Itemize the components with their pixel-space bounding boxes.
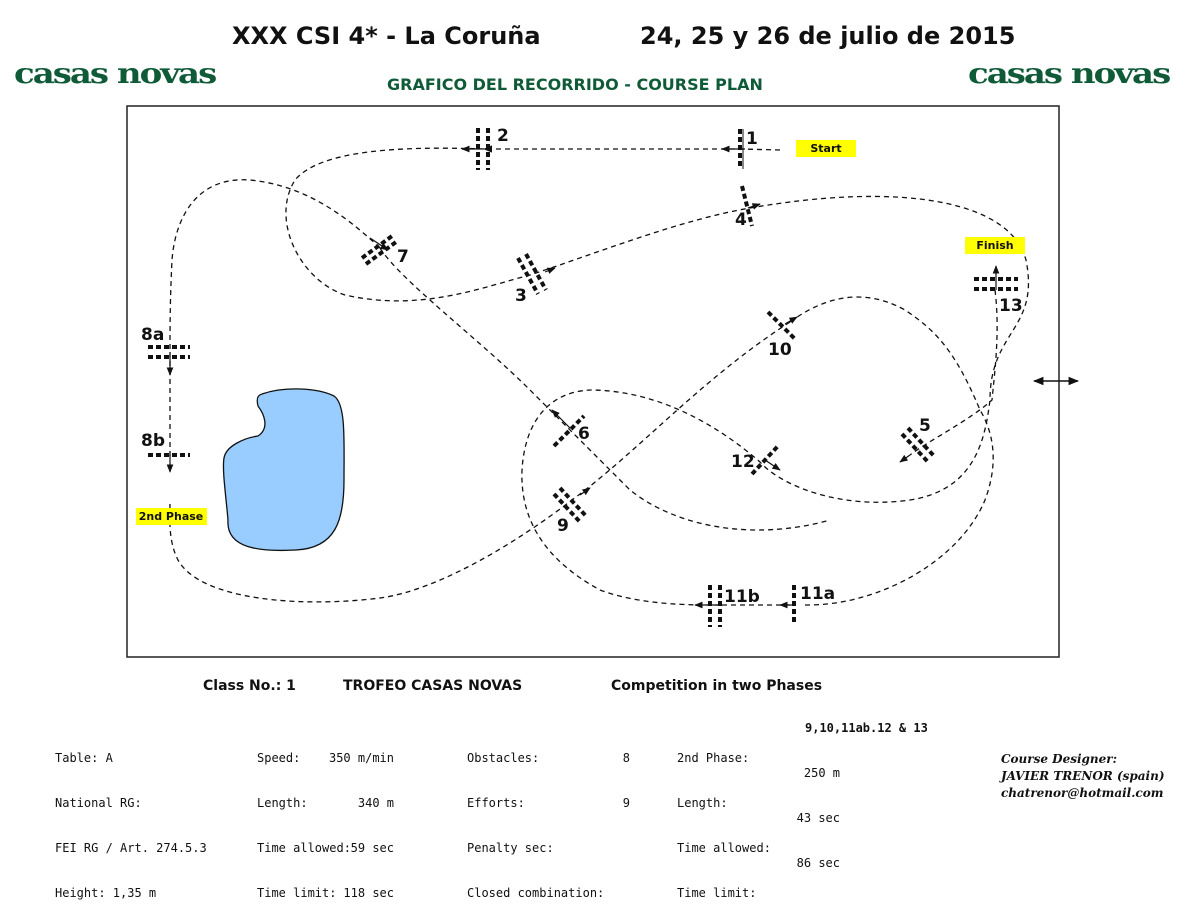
course-designer-block bbox=[1001, 751, 1165, 802]
obstacle-label-6: 6 bbox=[578, 424, 590, 444]
speed-label: Speed: bbox=[257, 751, 301, 765]
obstacles-label: Obstacles: bbox=[467, 751, 540, 765]
finish-marker bbox=[965, 237, 1025, 254]
obstacles-value: 8 bbox=[622, 751, 630, 765]
info-column-obstacles-labels bbox=[467, 721, 604, 916]
fei-rg-article: FEI RG / Art. 274.5.3 bbox=[55, 841, 207, 855]
course-designer-name: JAVIER TRENOR (spain) bbox=[1001, 769, 1165, 783]
obstacle-label-11a: 11a bbox=[800, 584, 836, 604]
length-value: 340 m bbox=[357, 796, 394, 810]
second-phase-time-allowed-label: Time allowed: bbox=[677, 841, 771, 855]
obstacle-label-8b: 8b bbox=[141, 431, 165, 451]
finish-label: Finish bbox=[976, 239, 1014, 252]
second-phase-length-label: Length: bbox=[677, 796, 728, 810]
obstacle-label-13: 13 bbox=[999, 296, 1023, 316]
info-column-table bbox=[55, 721, 207, 916]
info-column-second-phase-labels bbox=[677, 721, 771, 916]
arena-boundary bbox=[127, 106, 1059, 657]
time-limit-value: 118 sec bbox=[343, 886, 394, 900]
second-phase-obstacles-value: 9,10,11ab.12 & 13 bbox=[805, 721, 928, 735]
obstacle-label-10: 10 bbox=[768, 340, 792, 360]
info-column-obstacles-values bbox=[612, 721, 630, 886]
event-dates: 24, 25 y 26 de julio de 2015 bbox=[640, 22, 1016, 50]
obstacle-label-9: 9 bbox=[557, 516, 569, 536]
info-column-second-phase-values bbox=[790, 736, 840, 886]
penalty-sec-label: Penalty sec: bbox=[467, 841, 554, 855]
length-label: Length: bbox=[257, 796, 308, 810]
time-allowed-label: Time allowed: bbox=[257, 841, 351, 855]
obstacle-label-1: 1 bbox=[746, 129, 758, 149]
casas-novas-logo-left: casas novas bbox=[14, 57, 216, 91]
class-number: Class No.: 1 bbox=[203, 678, 296, 694]
efforts-label: Efforts: bbox=[467, 796, 525, 810]
second-phase-time-limit-value: 86 sec bbox=[796, 856, 840, 870]
obstacle-label-8a: 8a bbox=[141, 325, 165, 345]
second-phase-label: 2nd Phase bbox=[138, 510, 204, 523]
start-label: Start bbox=[810, 142, 842, 155]
competition-type: Competition in two Phases bbox=[611, 678, 823, 694]
time-limit-label: Time limit: bbox=[257, 886, 337, 900]
course-plan-subtitle: GRAFICO DEL RECORRIDO - COURSE PLAN bbox=[387, 75, 763, 94]
national-rg: National RG: bbox=[55, 796, 142, 810]
time-allowed-value: 59 sec bbox=[350, 841, 394, 855]
course-designer-email: chatrenor@hotmail.com bbox=[1001, 786, 1164, 800]
obstacle-label-4: 4 bbox=[735, 210, 747, 230]
obstacle-label-7: 7 bbox=[397, 247, 409, 267]
start-marker bbox=[796, 140, 856, 157]
obstacle-label-11b: 11b bbox=[724, 587, 760, 607]
speed-value: 350 m/min bbox=[328, 751, 394, 765]
second-phase-time-allowed-value: 43 sec bbox=[796, 811, 840, 825]
closed-combination-label: Closed combination: bbox=[467, 886, 605, 900]
trophy-name: TROFEO CASAS NOVAS bbox=[343, 678, 523, 694]
info-column-speed-values bbox=[310, 721, 394, 916]
obstacle-label-3: 3 bbox=[515, 286, 527, 306]
efforts-value: 9 bbox=[622, 796, 630, 810]
obstacle-label-2: 2 bbox=[497, 126, 509, 146]
casas-novas-logo-right: casas novas bbox=[968, 57, 1170, 91]
second-phase-marker bbox=[136, 508, 207, 525]
obstacle-label-12: 12 bbox=[731, 452, 755, 472]
event-title: XXX CSI 4* - La Coruña bbox=[232, 22, 541, 50]
second-phase-obstacles-label: 2nd Phase: bbox=[677, 751, 750, 765]
second-phase-length-value: 250 m bbox=[803, 766, 840, 780]
obstacle-label-5: 5 bbox=[919, 416, 931, 436]
second-phase-time-limit-label: Time limit: bbox=[677, 886, 757, 900]
height-value: Height: 1,35 m bbox=[55, 886, 157, 900]
course-designer-title: Course Designer: bbox=[1001, 752, 1118, 766]
table-value: Table: A bbox=[55, 751, 113, 765]
